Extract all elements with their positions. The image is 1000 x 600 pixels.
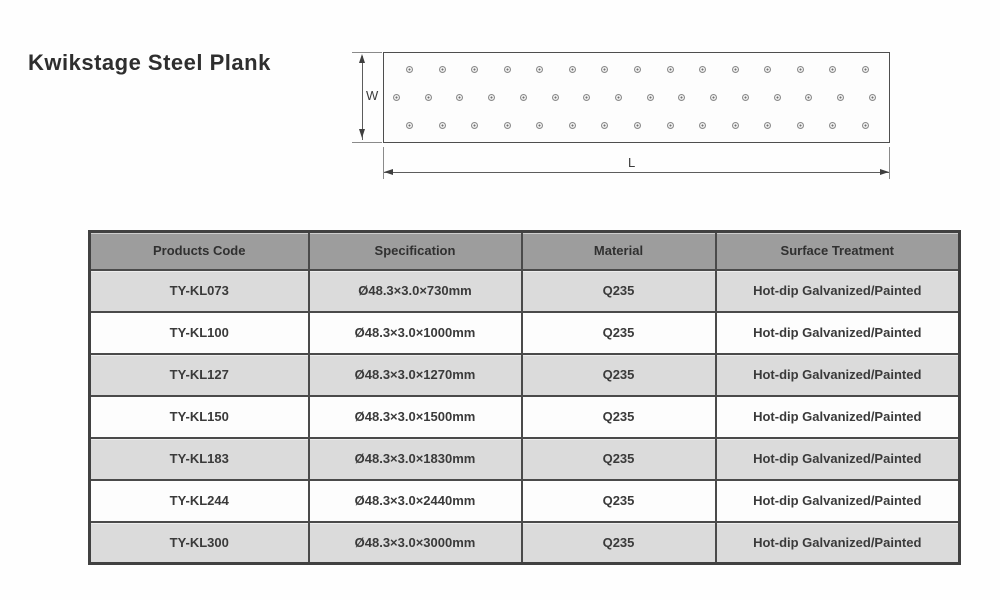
table-row (90, 270, 960, 312)
plank-hole (829, 122, 836, 129)
specification-cell: Ø48.3×3.0×1270mm (309, 354, 522, 396)
table-row (90, 438, 960, 480)
plank-hole (406, 122, 413, 129)
plank-hole (583, 94, 590, 101)
surface-treatment-cell: Hot-dip Galvanized/Painted (716, 522, 960, 564)
plank-hole (488, 94, 495, 101)
plank-hole (774, 94, 781, 101)
arrow-up-icon (359, 54, 365, 63)
plank-hole (764, 122, 771, 129)
material-cell: Q235 (522, 312, 716, 354)
surface-treatment-cell: Hot-dip Galvanized/Painted (716, 312, 960, 354)
extension-line (352, 52, 382, 53)
plank-hole (710, 94, 717, 101)
plank-hole (647, 94, 654, 101)
plank-outline (383, 52, 890, 143)
plank-hole (678, 94, 685, 101)
table-row (90, 354, 960, 396)
plank-hole (520, 94, 527, 101)
plank-hole (569, 122, 576, 129)
plank-hole (456, 94, 463, 101)
plank-hole (667, 122, 674, 129)
table-header-material: Material (522, 232, 716, 270)
page-title: Kwikstage Steel Plank (28, 50, 271, 75)
plank-hole (634, 122, 641, 129)
table-header-products-code: Products Code (90, 232, 309, 270)
surface-treatment-cell: Hot-dip Galvanized/Painted (716, 396, 960, 438)
table-row (90, 522, 960, 564)
plank-hole (439, 122, 446, 129)
table-header-surface-treatment: Surface Treatment (716, 232, 960, 270)
plank-hole (732, 122, 739, 129)
product-code-cell: TY-KL183 (90, 438, 309, 480)
plank-hole (699, 122, 706, 129)
arrow-left-icon (384, 169, 393, 175)
plank-hole (601, 122, 608, 129)
specification-cell: Ø48.3×3.0×730mm (309, 270, 522, 312)
plank-hole (552, 94, 559, 101)
material-cell: Q235 (522, 522, 716, 564)
plank-hole-row-bottom (406, 122, 869, 129)
table-header-row (90, 232, 960, 270)
plank-hole (425, 94, 432, 101)
product-code-cell: TY-KL244 (90, 480, 309, 522)
plank-hole (869, 94, 876, 101)
plank-hole (504, 66, 511, 73)
product-code-cell: TY-KL127 (90, 354, 309, 396)
plank-hole (406, 66, 413, 73)
plank-hole (862, 66, 869, 73)
plank-hole (797, 66, 804, 73)
length-dimension-line (384, 172, 889, 173)
material-cell: Q235 (522, 270, 716, 312)
specification-cell: Ø48.3×3.0×1000mm (309, 312, 522, 354)
plank-hole (634, 66, 641, 73)
material-cell: Q235 (522, 354, 716, 396)
width-dimension-line (362, 56, 363, 140)
table-row (90, 396, 960, 438)
material-cell: Q235 (522, 438, 716, 480)
plank-hole (615, 94, 622, 101)
arrow-down-icon (359, 129, 365, 138)
plank-hole (439, 66, 446, 73)
table-row (90, 312, 960, 354)
plank-hole (699, 66, 706, 73)
plank-hole (471, 122, 478, 129)
surface-treatment-cell: Hot-dip Galvanized/Painted (716, 438, 960, 480)
surface-treatment-cell: Hot-dip Galvanized/Painted (716, 354, 960, 396)
specification-cell: Ø48.3×3.0×3000mm (309, 522, 522, 564)
plank-hole (797, 122, 804, 129)
spec-table (88, 230, 961, 565)
plank-hole (536, 122, 543, 129)
plank-hole (569, 66, 576, 73)
specification-cell: Ø48.3×3.0×1830mm (309, 438, 522, 480)
material-cell: Q235 (522, 480, 716, 522)
plank-hole-row-top (406, 66, 869, 73)
plank-hole (837, 94, 844, 101)
plank-hole (829, 66, 836, 73)
table-header-specification: Specification (309, 232, 522, 270)
surface-treatment-cell: Hot-dip Galvanized/Painted (716, 270, 960, 312)
specification-cell: Ø48.3×3.0×2440mm (309, 480, 522, 522)
product-code-cell: TY-KL100 (90, 312, 309, 354)
product-code-cell: TY-KL300 (90, 522, 309, 564)
plank-hole (601, 66, 608, 73)
width-dimension-label: W (366, 88, 379, 103)
surface-treatment-cell: Hot-dip Galvanized/Painted (716, 480, 960, 522)
specification-cell: Ø48.3×3.0×1500mm (309, 396, 522, 438)
plank-hole (805, 94, 812, 101)
plank-hole (742, 94, 749, 101)
plank-hole (393, 94, 400, 101)
plank-hole (471, 66, 478, 73)
plank-hole (504, 122, 511, 129)
table-row (90, 480, 960, 522)
arrow-right-icon (880, 169, 889, 175)
plank-hole-row-middle (393, 94, 876, 101)
length-dimension-label: L (628, 155, 636, 170)
product-code-cell: TY-KL073 (90, 270, 309, 312)
extension-line (889, 147, 890, 179)
plank-hole (862, 122, 869, 129)
extension-line (352, 142, 382, 143)
plank-hole (536, 66, 543, 73)
plank-hole (764, 66, 771, 73)
product-code-cell: TY-KL150 (90, 396, 309, 438)
material-cell: Q235 (522, 396, 716, 438)
plank-hole (667, 66, 674, 73)
plank-hole (732, 66, 739, 73)
